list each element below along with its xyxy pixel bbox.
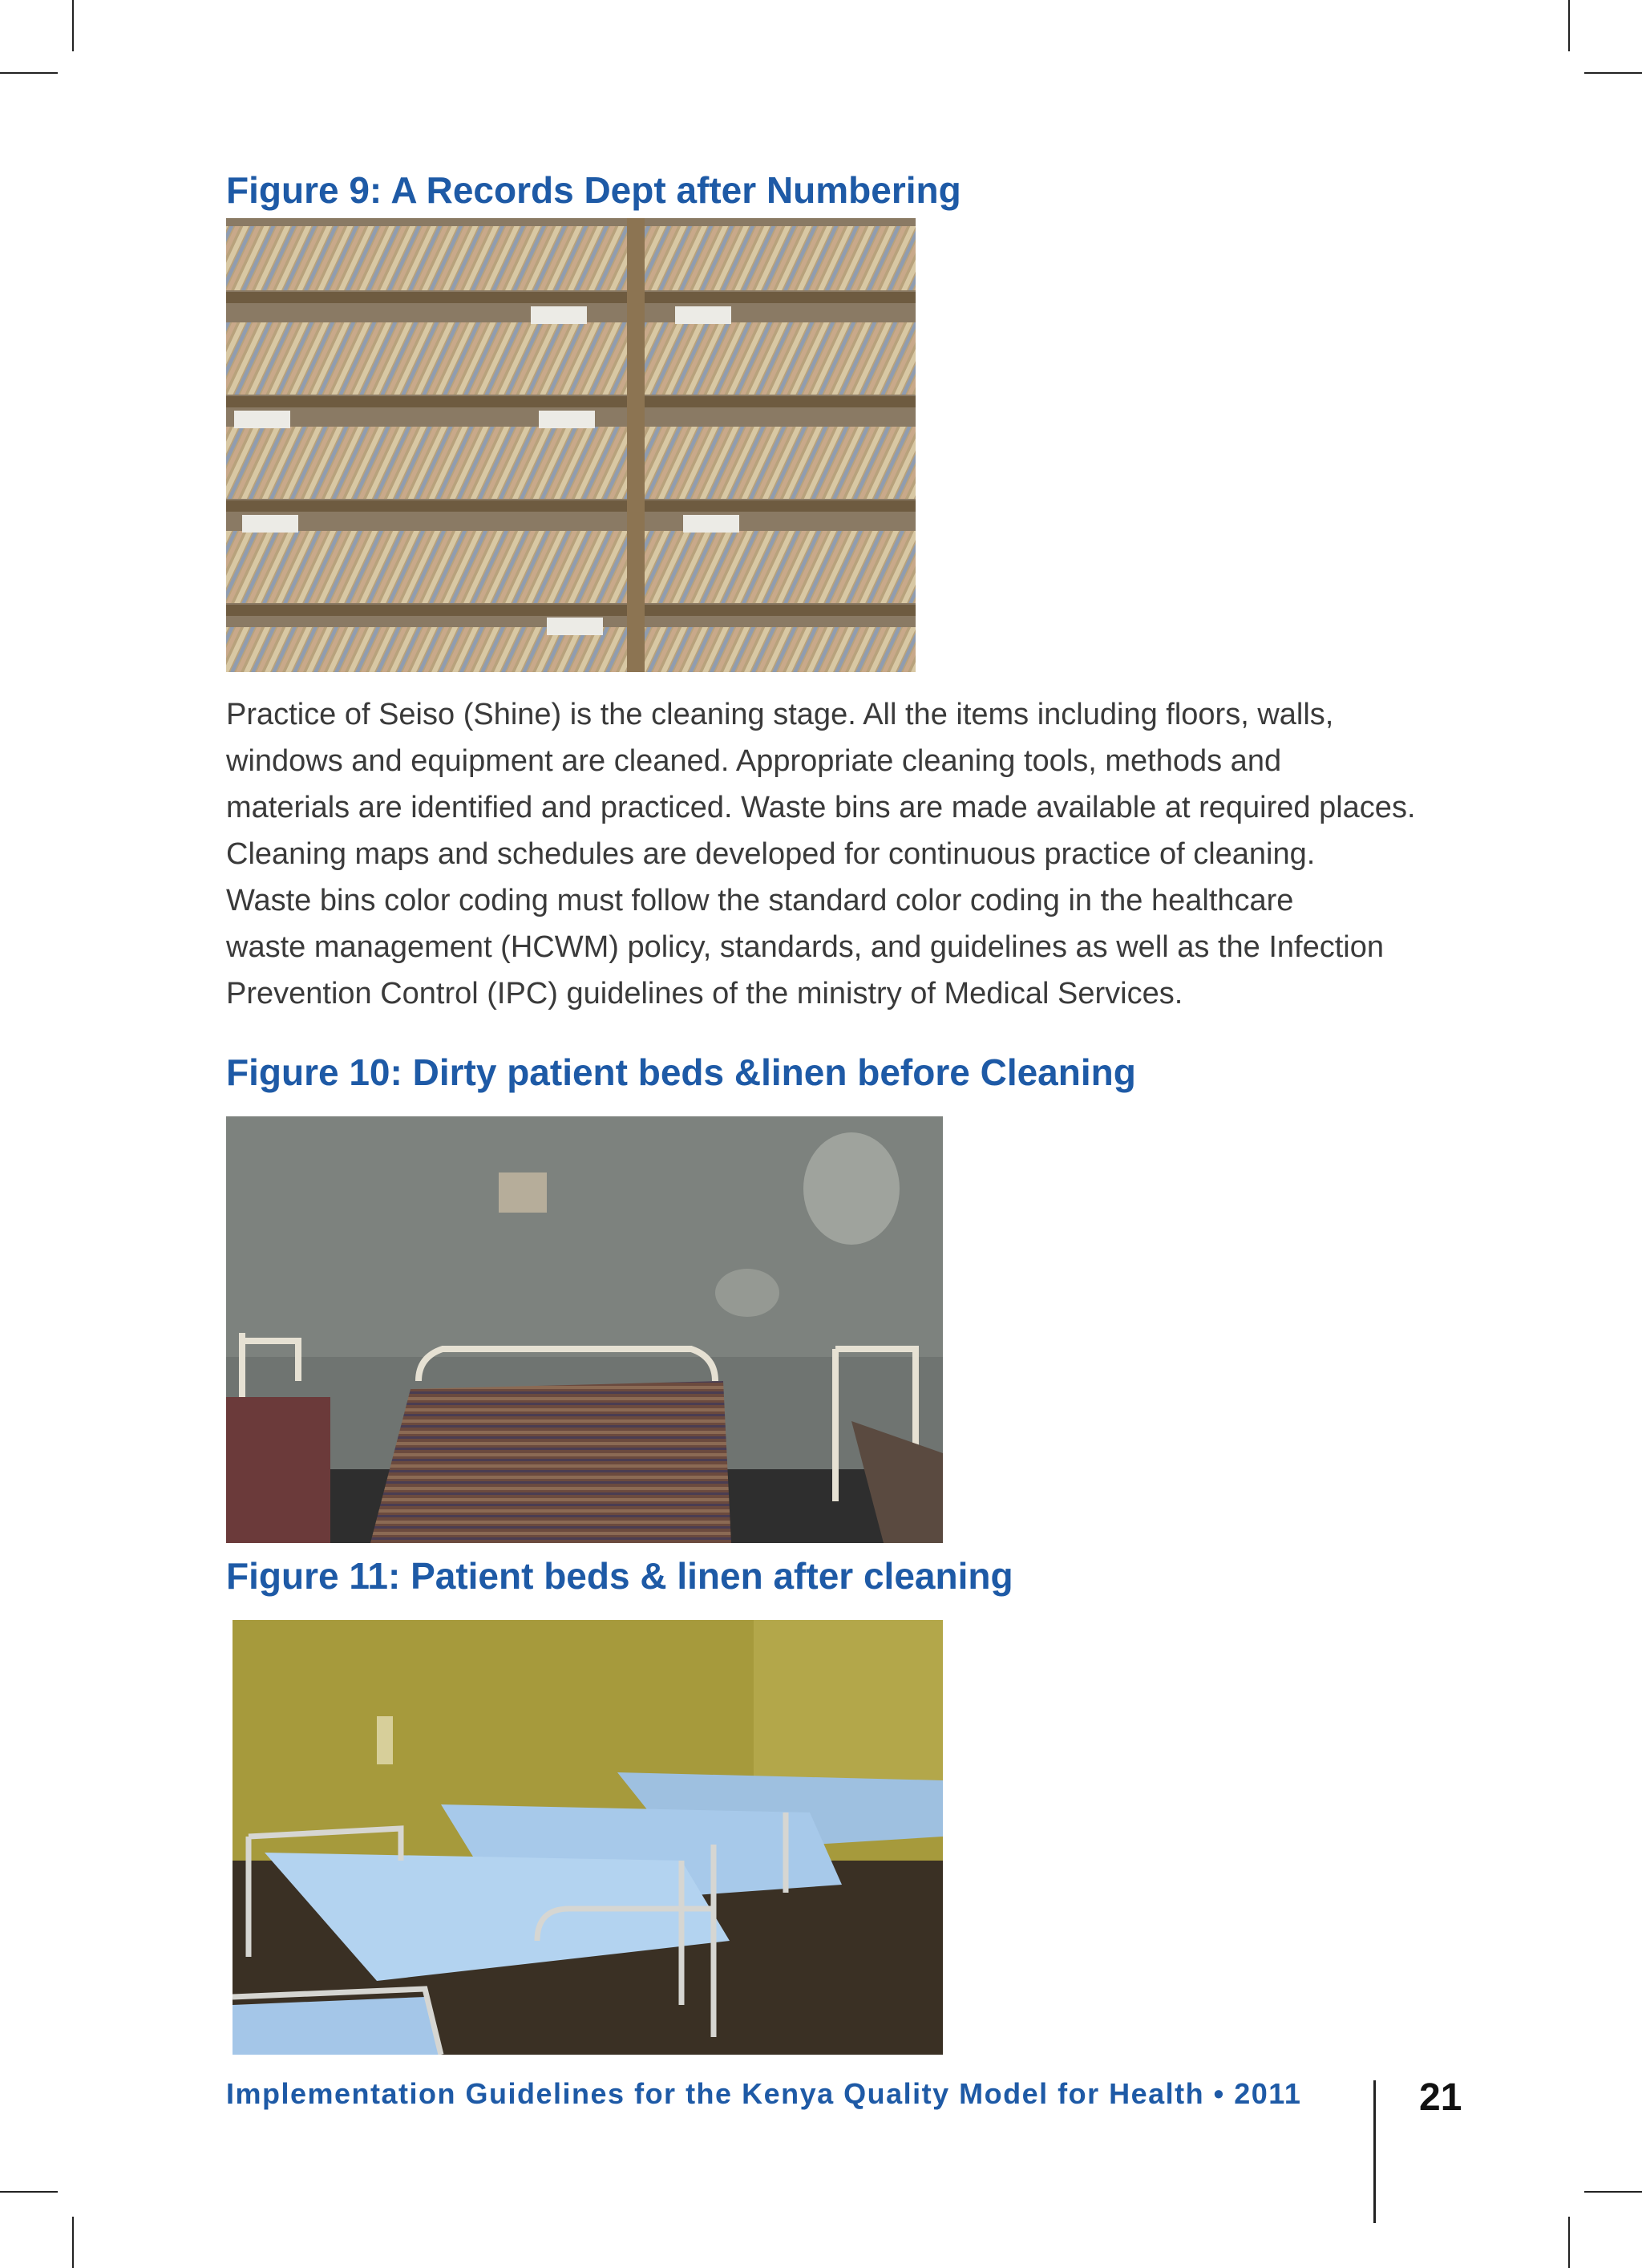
paragraph-line: Cleaning maps and schedules are developed for continuous practice of cleaning.	[226, 837, 1316, 871]
paragraph-line: Waste bins color coding must follow the standard color coding in the healthcare	[226, 884, 1294, 917]
paragraph-line: materials are identified and practiced. Waste bins are made available at required places.	[226, 791, 1416, 824]
paragraph-line: Prevention Control (IPC) guidelines of the ministry of Medical Services.	[226, 977, 1183, 1010]
footer-divider	[1373, 2080, 1376, 2223]
crop-mark	[1568, 0, 1570, 51]
crop-mark	[72, 2217, 74, 2268]
page-number: 21	[1419, 2076, 1462, 2119]
clean-beds-photo	[233, 1620, 943, 2055]
paragraph-line: Practice of Seiso (Shine) is the cleaning stage. All the items including floors, walls,	[226, 698, 1334, 731]
crop-mark	[0, 2191, 58, 2193]
crop-mark	[72, 0, 74, 51]
figure-9-caption: Figure 9: A Records Dept after Numbering	[226, 169, 961, 211]
dirty-beds-photo	[226, 1116, 943, 1543]
paragraph-line: waste management (HCWM) policy, standards, and guidelines as well as the Infection	[226, 930, 1384, 964]
records-shelves-photo	[226, 218, 916, 672]
crop-mark	[1584, 72, 1642, 74]
figure-11-caption: Figure 11: Patient beds & linen after cleaning	[226, 1555, 1013, 1597]
seiso-paragraph	[226, 691, 1477, 1017]
footer-title: Implementation Guidelines for the Kenya Quality Model for Health • 2011	[226, 2077, 1302, 2110]
crop-mark	[0, 72, 58, 74]
paragraph-line: windows and equipment are cleaned. Appropriate cleaning tools, methods and	[226, 744, 1282, 778]
crop-mark	[1584, 2191, 1642, 2193]
crop-mark	[1568, 2217, 1570, 2268]
figure-10-caption: Figure 10: Dirty patient beds &linen before Cleaning	[226, 1051, 1136, 1093]
